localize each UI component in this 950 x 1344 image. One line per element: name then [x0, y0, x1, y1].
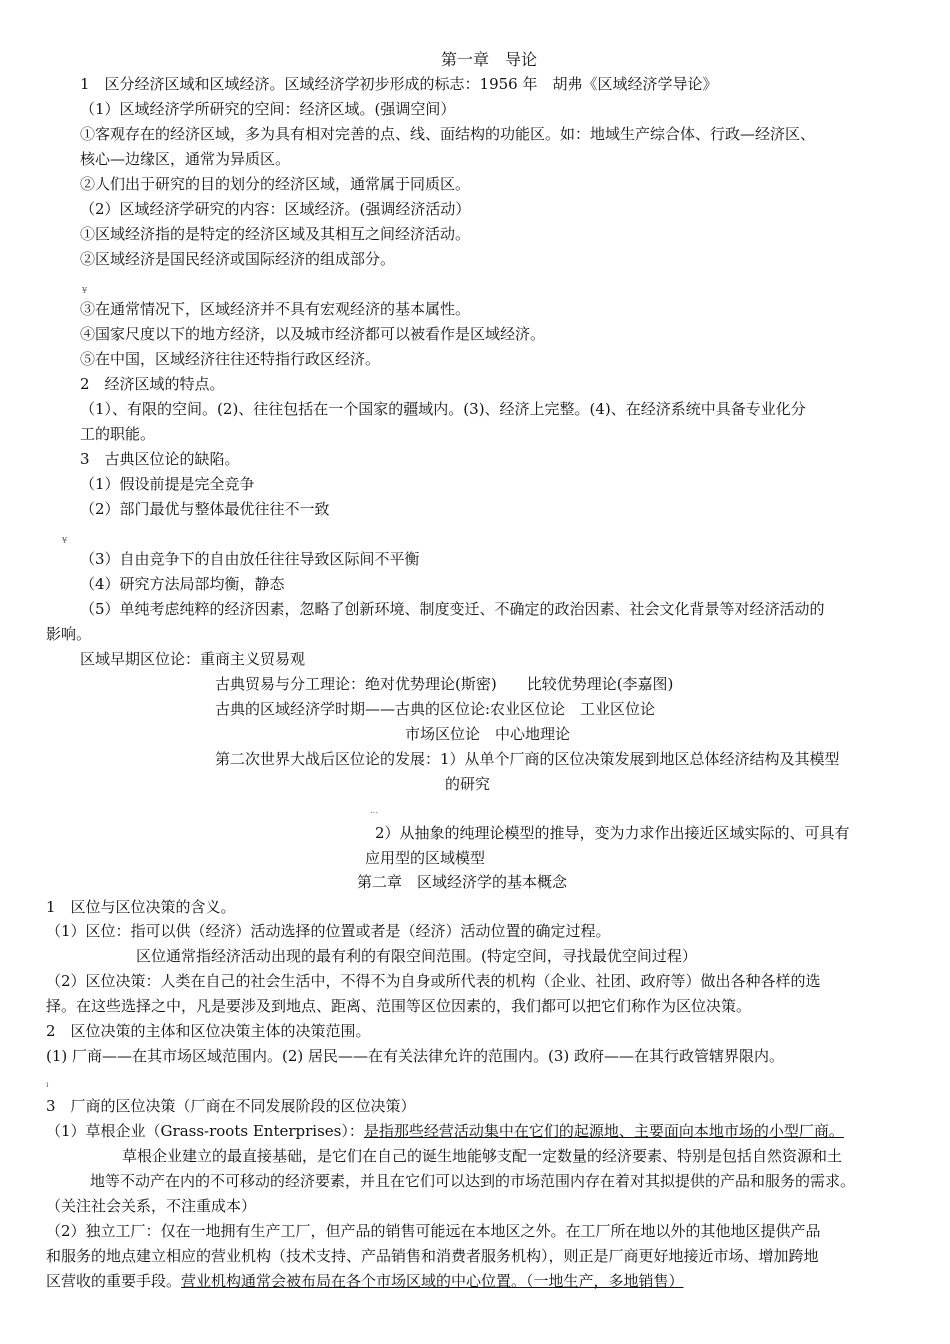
text-line: ③在通常情况下，区域经济并不具有宏观经济的基本属性。 — [80, 300, 471, 318]
text-line: （4）研究方法局部均衡，静态 — [80, 575, 285, 593]
text-line: （1）、有限的空间。(2)、往往包括在一个国家的疆域内。(3)、经济上完整。(4)、在经济系统中具备专业化分 — [80, 400, 806, 418]
text-line: 应用型的区域模型 — [365, 849, 486, 867]
text-line: （2）区域经济学研究的内容：区域经济。(强调经济活动） — [80, 200, 471, 218]
text-line: 2 区位决策的主体和区位决策主体的决策范围。 — [46, 1022, 371, 1040]
text-line: （1）区域经济学所研究的空间：经济区域。(强调空间） — [80, 100, 456, 118]
text-line: 和服务的地点建立相应的营业机构（技术支持、产品销售和消费者服务机构），则正是厂商更好地接近市场、增加跨地 — [46, 1247, 819, 1265]
text-line: ⑤在中国，区域经济往往还特指行政区经济。 — [80, 350, 381, 368]
text-line: 第二次世界大战后区位论的发展：1）从单个厂商的区位决策发展到地区总体经济结构及其模型 — [215, 750, 840, 768]
text-line: （1）假设前提是完全竞争 — [80, 475, 255, 493]
text-line — [46, 1121, 844, 1141]
text-segment: （1）草根企业（Grass-roots Enterprises）： — [46, 1122, 364, 1140]
text-line: （5）单纯考虑纯粹的经济因素，忽略了创新环境、制度变迁、不确定的政治因素、社会文化背景等对经济活动的 — [80, 600, 825, 618]
text-line: 1 区位与区位决策的含义。 — [46, 898, 236, 916]
text-line: 3 厂商的区位决策（厂商在不同发展阶段的区位决策） — [46, 1097, 416, 1115]
chapter-2-title: 第二章 区域经济学的基本概念 — [357, 873, 568, 891]
stray-mark: … — [370, 806, 378, 815]
text-line: 择。在这些选择之中，凡是要涉及到地点、距离、范围等区位因素的，我们都可以把它们称作为区位决策。 — [46, 997, 752, 1015]
text-line — [46, 1271, 684, 1291]
text-line: 的研究 — [445, 775, 491, 793]
stray-mark: ¥ — [62, 536, 68, 545]
text-line: 核心—边缘区，通常为异质区。 — [80, 150, 291, 168]
text-line: 区域早期区位论：重商主义贸易观 — [80, 650, 306, 668]
text-line: ①客观存在的经济区域，多为具有相对完善的点、线、面结构的功能区。如：地域生产综合体、行政—经济区、 — [80, 125, 816, 143]
text-line: ②人们出于研究的目的划分的经济区域，通常属于同质区。 — [80, 175, 471, 193]
stray-mark: ¥ — [82, 286, 88, 295]
text-line: 地等不动产在内的不可移动的经济要素，并且在它们可以达到的市场范围内存在着对其拟提供的产品和服务的需求。 — [90, 1172, 856, 1190]
text-line: （3）自由竞争下的自由放任往往导致区际间不平衡 — [80, 550, 420, 568]
text-line: 2）从抽象的纯理论模型的推导，变为力求作出接近区域实际的、可具有 — [375, 824, 850, 842]
underlined-text: 是指那些经营活动集中在它们的起源地、主要面向本地市场的小型厂商。 — [363, 1122, 844, 1140]
text-line: ④国家尺度以下的地方经济，以及城市经济都可以被看作是区域经济。 — [80, 325, 546, 343]
text-line: （关注社会关系，不注重成本） — [46, 1197, 257, 1215]
text-line: ①区域经济指的是特定的经济区域及其相互之间经济活动。 — [80, 225, 471, 243]
text-line: （2）独立工厂：仅在一地拥有生产工厂，但产品的销售可能远在本地区之外。在工厂所在地以外的其他地区提供产品 — [46, 1222, 821, 1240]
text-line: （2）部门最优与整体最优往往不一致 — [80, 500, 330, 518]
text-line: 影响。 — [46, 625, 92, 643]
text-line: ②区域经济是国民经济或国际经济的组成部分。 — [80, 250, 396, 268]
text-line: 古典的区域经济学时期——古典的区位论:农业区位论 工业区位论 — [215, 700, 656, 718]
text-line: （2）区位决策：人类在自己的社会生活中，不得不为自身或所代表的机构（企业、社团、政府等）做出各种各样的选 — [46, 972, 821, 990]
text-line: (1) 厂商——在其市场区域范围内。(2) 居民——在有关法律允许的范围内。(3) 政府——在其行政管辖界限内。 — [46, 1047, 785, 1065]
text-line: 草根企业建立的最直接基础，是它们在自己的诞生地能够支配一定数量的经济要素、特别是包括自然资源和土 — [122, 1147, 843, 1165]
text-line: 工的职能。 — [80, 425, 156, 443]
chapter-1-title: 第一章 导论 — [441, 50, 538, 69]
text-line: 2 经济区域的特点。 — [80, 375, 225, 393]
text-line: 古典贸易与分工理论：绝对优势理论(斯密) 比较优势理论(李嘉图) — [215, 675, 674, 693]
text-segment: 区营收的重要手段。 — [46, 1272, 182, 1290]
text-line: 市场区位论 中心地理论 — [405, 725, 571, 743]
underlined-text: 营业机构通常会被布局在各个市场区域的中心位置。（一地生产，多地销售） — [181, 1272, 684, 1290]
text-line: 区位通常指经济活动出现的最有利的有限空间范围。(特定空间，寻找最优空间过程） — [136, 947, 697, 965]
text-line: 1 区分经济区域和区域经济。区域经济学初步形成的标志：1956 年 胡弗《区域经济学导论》 — [80, 75, 718, 93]
text-line: （1）区位：指可以供（经济）活动选择的位置或者是（经济）活动位置的确定过程。 — [46, 922, 611, 940]
text-line: 3 古典区位论的缺陷。 — [80, 450, 240, 468]
stray-mark: ı — [46, 1080, 49, 1089]
